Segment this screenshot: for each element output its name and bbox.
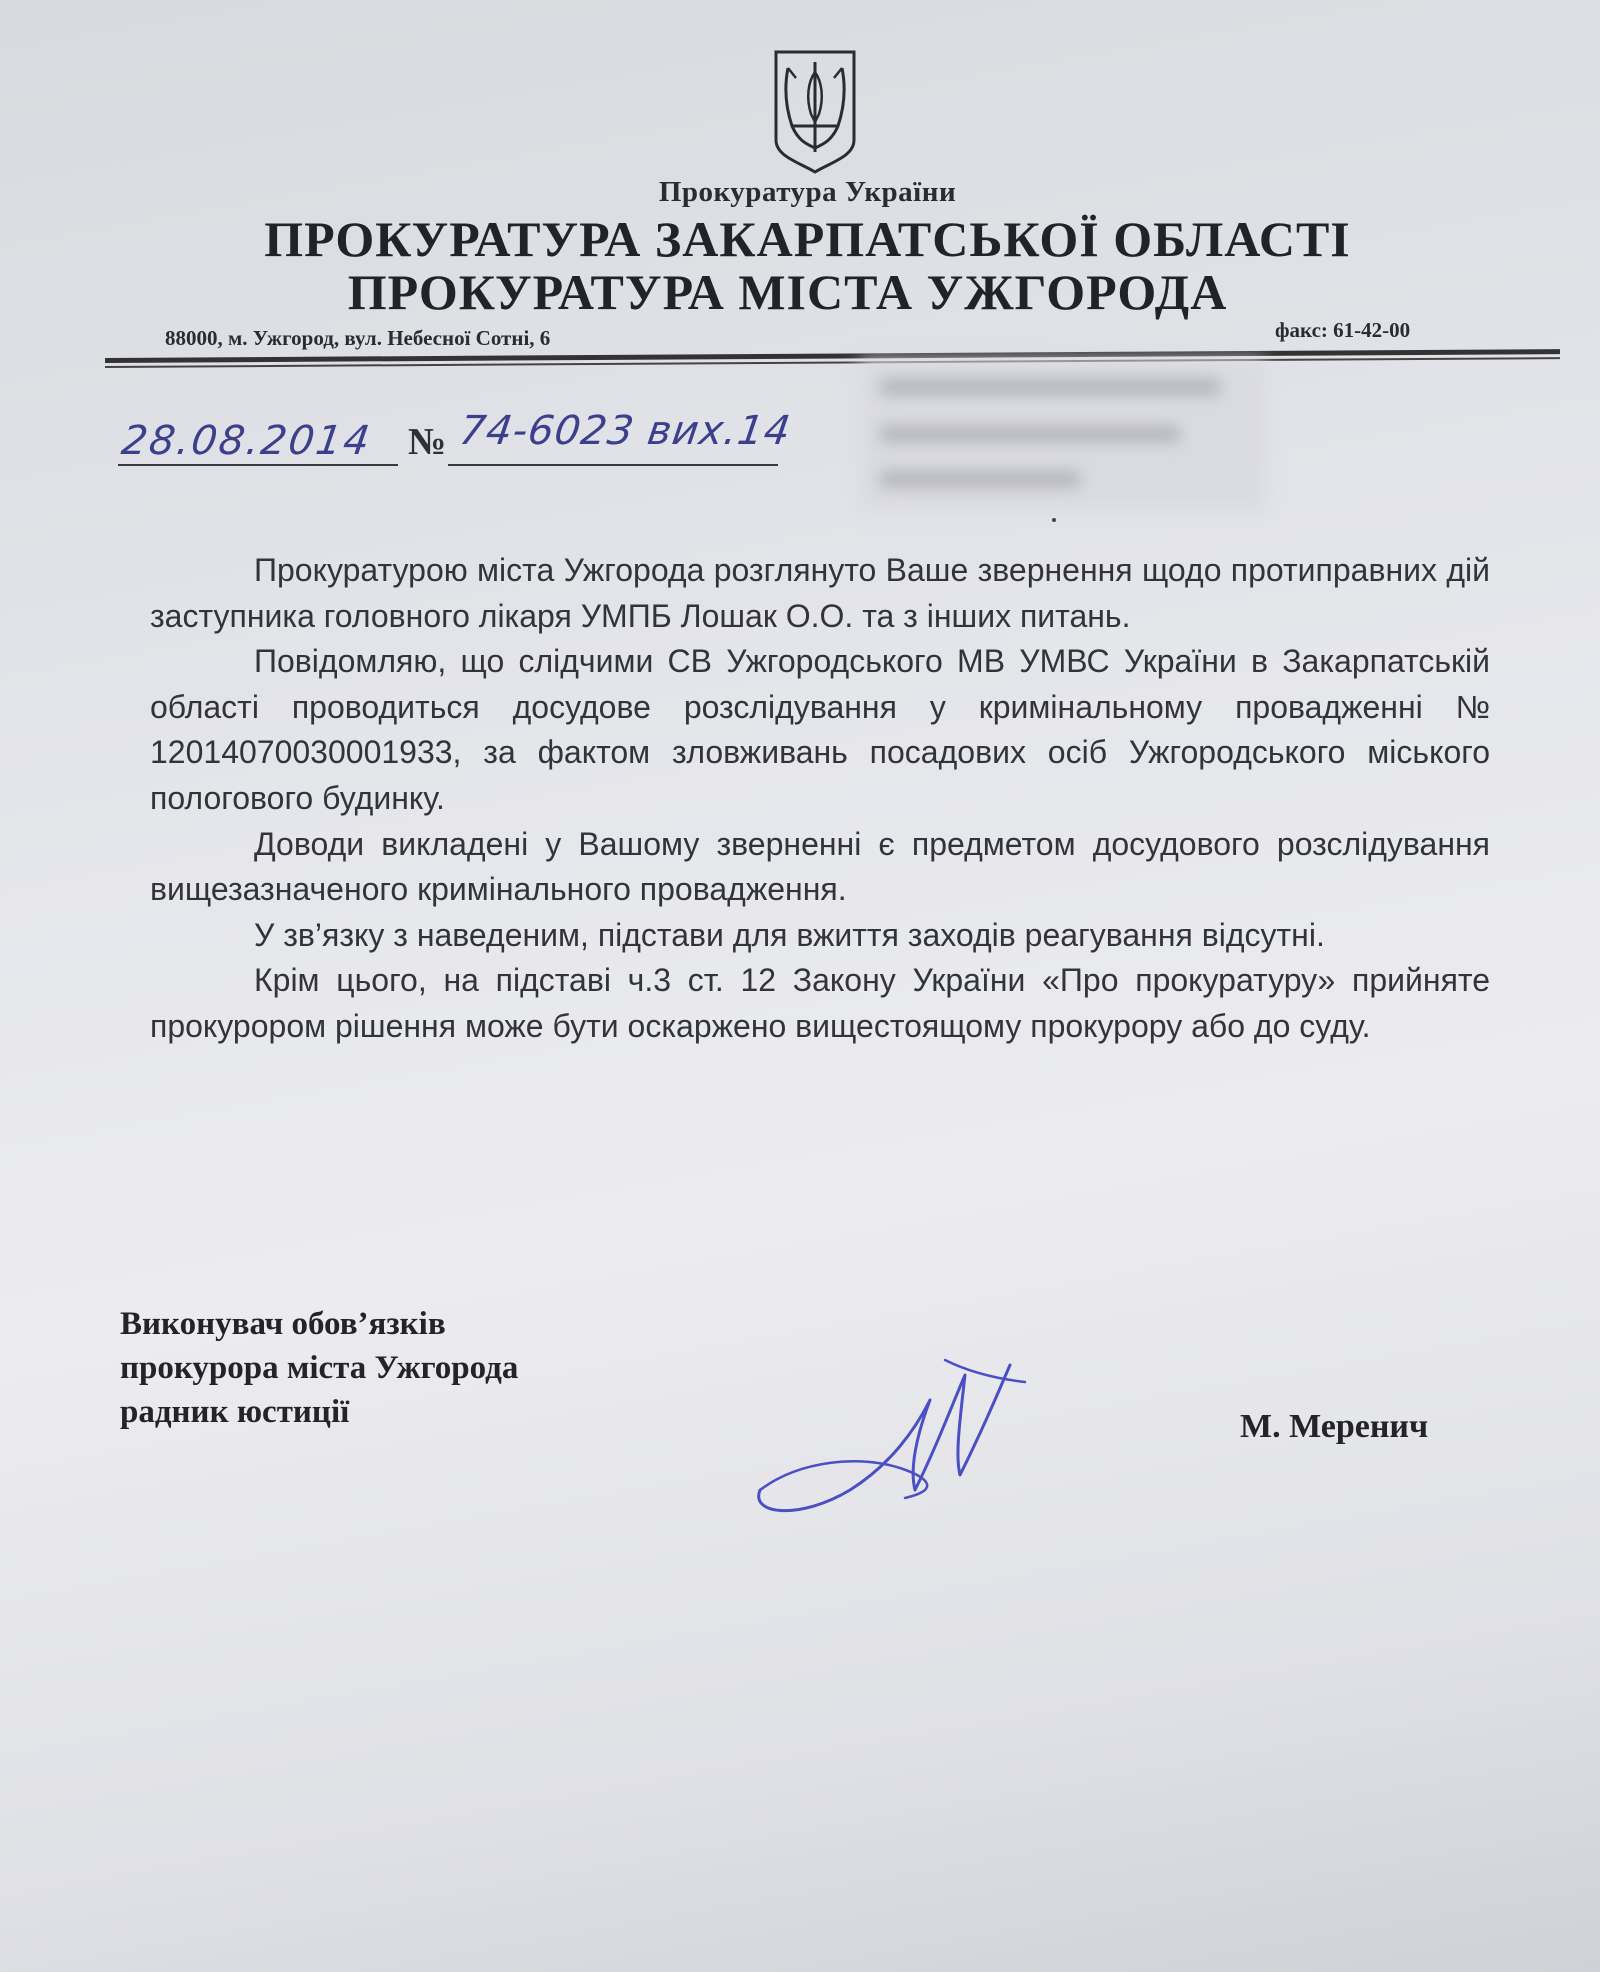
handwritten-ref-number: 74-6023 вих.14 [456, 408, 794, 454]
letter-body [150, 548, 1490, 1050]
number-label: № [408, 421, 447, 463]
paragraph-1: Прокуратурою міста Ужгорода розглянуто Ваше звернення щодо протиправних дій заступника головного лікаря УМПБ Лошак О.О. та з інших питань. [150, 552, 1490, 634]
tryzub-icon [770, 48, 860, 176]
org-address: 88000, м. Ужгород, вул. Небесної Сотні, 6 [165, 326, 551, 350]
paragraph-5: Крім цього, на підставі ч.3 ст. 12 Закону України «Про прокуратуру» прийняте прокурором рішення може бути оскаржено вищестоящому прокурору або до суду. [150, 962, 1490, 1044]
signatory-name: М. Меренич [1240, 1408, 1429, 1445]
redacted-line [880, 470, 1080, 488]
org-parent-title: Прокуратура України [658, 176, 957, 208]
org-fax: факс: 61-42-00 [1275, 318, 1411, 342]
date-underline [118, 464, 398, 466]
number-underline [448, 464, 778, 466]
handwritten-signature [740, 1340, 1040, 1530]
handwritten-date: 28.08.2014 [118, 418, 375, 464]
redacted-line [880, 425, 1180, 443]
redacted-line [880, 378, 1220, 396]
paragraph-4: У зв’язку з наведеним, підстави для вжиття заходів реагування відсутні. [254, 916, 1325, 953]
paragraph-2: Повідомляю, що слідчими СВ Ужгородського МВ УМВС України в Закарпатській області проводиться досудове розслідування у кримінальному провадженні № 12014070030001933, за фактом зловживань посадових осіб Ужгородського міського пологового будинку. [150, 643, 1490, 816]
org-city-title: ПРОКУРАТУРА МІСТА УЖГОРОДА [347, 264, 1228, 320]
org-regional-title: ПРОКУРАТУРА ЗАКАРПАТСЬКОЇ ОБЛАСТІ [264, 211, 1351, 267]
signatory-position-line: радник юстиції [120, 1394, 350, 1430]
paragraph-3: Доводи викладені у Вашому зверненні є предметом досудового розслідування вищезазначеного кримінального провадження. [150, 825, 1490, 908]
signatory-position [120, 1302, 518, 1434]
signatory-position-line: Виконувач обов’язків [120, 1306, 446, 1342]
signatory-position-line: прокурора міста Ужгорода [120, 1350, 519, 1386]
ink-dot [1052, 518, 1056, 522]
